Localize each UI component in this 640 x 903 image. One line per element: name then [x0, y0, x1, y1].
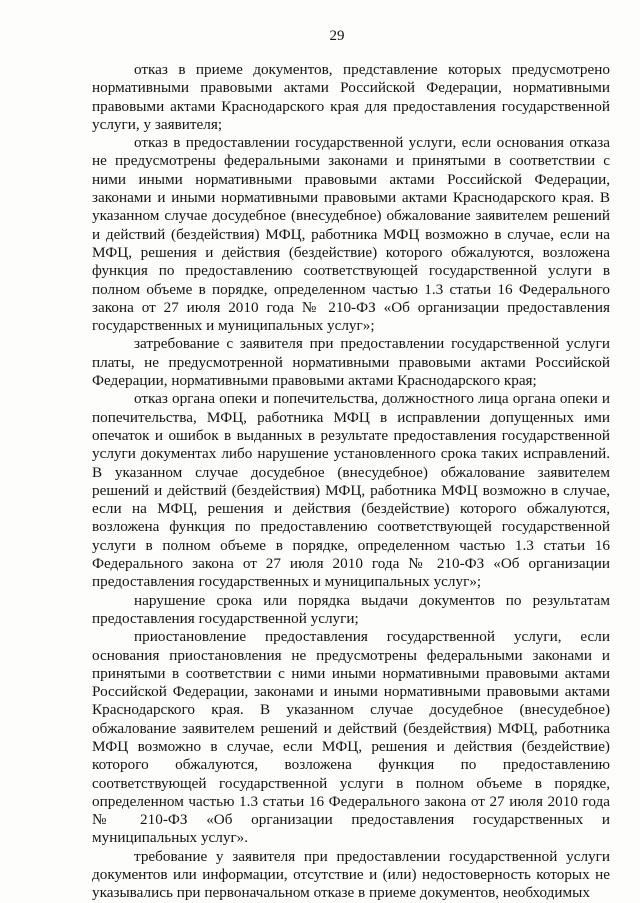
paragraph: отказ в приеме документов, представление которых предусмотрено нормативными правовыми актами Российской Федерации, нормативными правовыми актами Краснодарского края для предоставления государственной услуги, у заявителя; [92, 61, 610, 133]
document-body [92, 61, 610, 903]
page-number: 29 [329, 28, 345, 44]
paragraph: отказ в предоставлении государственной услуги, если основания отказа не предусмотрены федеральными законами и принятыми в соответствии с ними иными нормативными правовыми актами Российской Федерации, законами и иными нормативными правовыми актами Краснодарского края. В указанном случае досудебное (внесудебное) обжалование заявителем решений и действий (бездействия) МФЦ, работника МФЦ возможно в случае, если на МФЦ, решения и действия (бездействие) которого обжалуются, возложена функция по предоставлению соответствующей государственной услуги в полном объеме в порядке, определенном частью 1.3 статьи 16 Федерального закона от 27 июля 2010 года № 210-ФЗ «Об организации предоставления государственных и муниципальных услуг»; [92, 134, 610, 335]
paragraph: затребование с заявителя при предоставлении государственной услуги платы, не предусмотренной нормативными правовыми актами Российской Федерации, нормативными правовыми актами Краснодарского края; [92, 335, 610, 390]
paragraph: требование у заявителя при предоставлении государственной услуги документов или информации, отсутствие и (или) недостоверность которых не указывались при первоначальном отказе в приеме документов, необходимых [92, 847, 610, 902]
paragraph: нарушение срока или порядка выдачи документов по результатам предоставления государственной услуги; [92, 591, 610, 627]
paragraph: приостановление предоставления государственной услуги, если основания приостановления не предусмотрены федеральными законами и принятыми в соответствии с ними иными нормативными правовыми актами Российской Федерации, законами и иными нормативными правовыми актами Краснодарского края. В указанном случае досудебное (внесудебное) обжалование заявителем решений и действий (бездействия) МФЦ, работника МФЦ возможно в случае, если МФЦ, решения и действия (бездействие) которого обжалуются, возложена функция по предоставлению соответствующей государственной услуги в полном объеме в порядке, определенном частью 1.3 статьи 16 Федерального закона от 27 июля 2010 года № 210-ФЗ «Об организации предоставления государственных и муниципальных услуг». [92, 628, 610, 847]
paragraph: отказ органа опеки и попечительства, должностного лица органа опеки и попечительства, МФЦ, работника МФЦ в исправлении допущенных ими опечаток и ошибок в выданных в результате предоставления государственной услуги документах либо нарушение установленного срока таких исправлений. В указанном случае досудебное (внесудебное) обжалование заявителем решений и действий (бездействия) МФЦ, работника МФЦ возможно в случае, если на МФЦ, решения и действия (бездействие) которого обжалуются, возложена функция по предоставлению соответствующей государственной услуги в полном объеме в порядке, определенном частью 1.3 статьи 16 Федерального закона от 27 июля 2010 года № 210-ФЗ «Об организации предоставления государственных и муниципальных услуг»; [92, 390, 610, 591]
